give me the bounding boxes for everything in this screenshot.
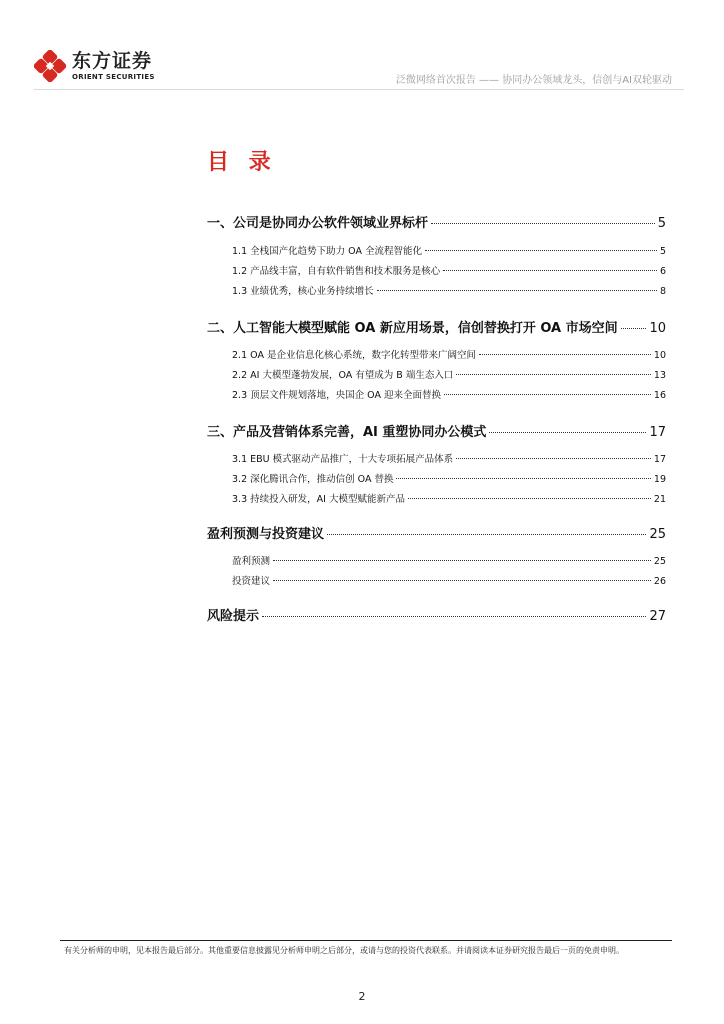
- toc-dot-leader: [456, 374, 651, 375]
- toc-dot-leader: [489, 432, 646, 433]
- toc-entry-page: 5: [657, 216, 666, 231]
- toc-subsection-entry[interactable]: [232, 347, 666, 361]
- toc-subsection-entry[interactable]: [232, 553, 666, 567]
- toc-entry-title: 盈利预测: [232, 556, 271, 567]
- footer-disclaimer: 有关分析师的申明，见本报告最后部分。其他重要信息披露见分析师申明之后部分，或请与您的投资代表联系。并请阅读本证券研究报告最后一页的免责申明。: [64, 946, 624, 955]
- toc-section-entry[interactable]: [207, 317, 666, 336]
- toc-entry-title: 风险提示: [207, 609, 260, 624]
- toc-subsection-entry[interactable]: [232, 471, 666, 485]
- toc-entry-title: 3.3 持续投入研发，AI 大模型赋能新产品: [232, 494, 405, 505]
- toc-dot-leader: [425, 250, 657, 251]
- toc-dot-leader: [431, 223, 655, 224]
- toc-subsection-entry[interactable]: [232, 573, 666, 587]
- toc-dot-leader: [273, 560, 651, 561]
- toc-entry-page: 21: [653, 494, 666, 505]
- toc-dot-leader: [262, 616, 646, 617]
- toc-entry-title: 二、人工智能大模型赋能 OA 新应用场景，信创替换打开 OA 市场空间: [207, 321, 618, 336]
- toc-dot-leader: [444, 394, 651, 395]
- toc-entry-page: 16: [653, 390, 666, 401]
- toc-subsection-entry[interactable]: [232, 491, 666, 505]
- toc-subsection-entry[interactable]: [232, 451, 666, 465]
- toc-entry-title: 2.1 OA 是企业信息化核心系统，数字化转型带来广阔空间: [232, 350, 476, 361]
- toc-entry-page: 10: [653, 350, 666, 361]
- page-number: 2: [358, 990, 366, 1003]
- toc-entry-title: 2.3 顶层文件规划落地，央国企 OA 迎来全面替换: [232, 390, 441, 401]
- toc-entry-page: 19: [653, 474, 666, 485]
- header-divider: [34, 89, 684, 90]
- toc-entry-title: 投资建议: [232, 576, 271, 587]
- toc-heading: 目 录: [207, 150, 277, 175]
- toc-subsection-entry[interactable]: [232, 283, 666, 297]
- toc-entry-page: 13: [653, 370, 666, 381]
- toc-entry-page: 17: [649, 425, 666, 440]
- toc-entry-title: 1.2 产品线丰富，自有软件销售和技术服务是核心: [232, 266, 441, 277]
- toc-entry-title: 1.1 全栈国产化趋势下助力 OA 全流程智能化: [232, 246, 422, 257]
- toc-entry-page: 25: [649, 527, 666, 542]
- toc-section-entry[interactable]: [207, 523, 666, 542]
- toc-entry-page: 8: [659, 286, 666, 297]
- toc-dot-leader: [479, 354, 651, 355]
- toc-entry-title: 3.2 深化腾讯合作，推动信创 OA 替换: [232, 474, 394, 485]
- toc-dot-leader: [273, 580, 651, 581]
- toc-entry-title: 3.1 EBU 模式驱动产品推广，十大专项拓展产品体系: [232, 454, 454, 465]
- toc-entry-page: 5: [659, 246, 666, 257]
- toc-dot-leader: [443, 270, 657, 271]
- toc-subsection-entry[interactable]: [232, 243, 666, 257]
- toc-subsection-entry[interactable]: [232, 387, 666, 401]
- toc-entry-title: 1.3 业绩优秀，核心业务持续增长: [232, 286, 374, 297]
- toc-subsection-entry[interactable]: [232, 263, 666, 277]
- toc-entry-page: 25: [653, 556, 666, 567]
- toc-entry-title: 盈利预测与投资建议: [207, 527, 325, 542]
- toc-entry-page: 6: [659, 266, 666, 277]
- toc-section-entry[interactable]: [207, 212, 666, 231]
- report-header-title: 泛微网络首次报告 —— 协同办公领域龙头，信创与AI双轮驱动: [395, 75, 672, 86]
- footer-divider: [60, 940, 672, 941]
- brand-name-en: ORIENT SECURITIES: [72, 73, 155, 81]
- toc-dot-leader: [396, 478, 650, 479]
- toc-entry-page: 10: [649, 321, 666, 336]
- toc-subsection-entry[interactable]: [232, 367, 666, 381]
- toc-dot-leader: [621, 328, 647, 329]
- toc-dot-leader: [456, 458, 651, 459]
- toc-dot-leader: [327, 534, 646, 535]
- orient-securities-logo: [34, 50, 174, 86]
- toc-dot-leader: [408, 498, 651, 499]
- orient-logo-icon: [34, 50, 66, 82]
- toc-dot-leader: [377, 290, 657, 291]
- toc-entry-page: 17: [653, 454, 666, 465]
- toc-entry-title: 一、公司是协同办公软件领域业界标杆: [207, 216, 429, 231]
- toc-entry-page: 26: [653, 576, 666, 587]
- toc-entry-title: 三、产品及营销体系完善，AI 重塑协同办公模式: [207, 425, 487, 440]
- toc-section-entry[interactable]: [207, 421, 666, 440]
- toc-entry-page: 27: [649, 609, 666, 624]
- toc-entry-title: 2.2 AI 大模型蓬勃发展，OA 有望成为 B 端生态入口: [232, 370, 454, 381]
- toc-section-entry[interactable]: [207, 605, 666, 624]
- brand-name-cn: 东方证券: [72, 50, 153, 72]
